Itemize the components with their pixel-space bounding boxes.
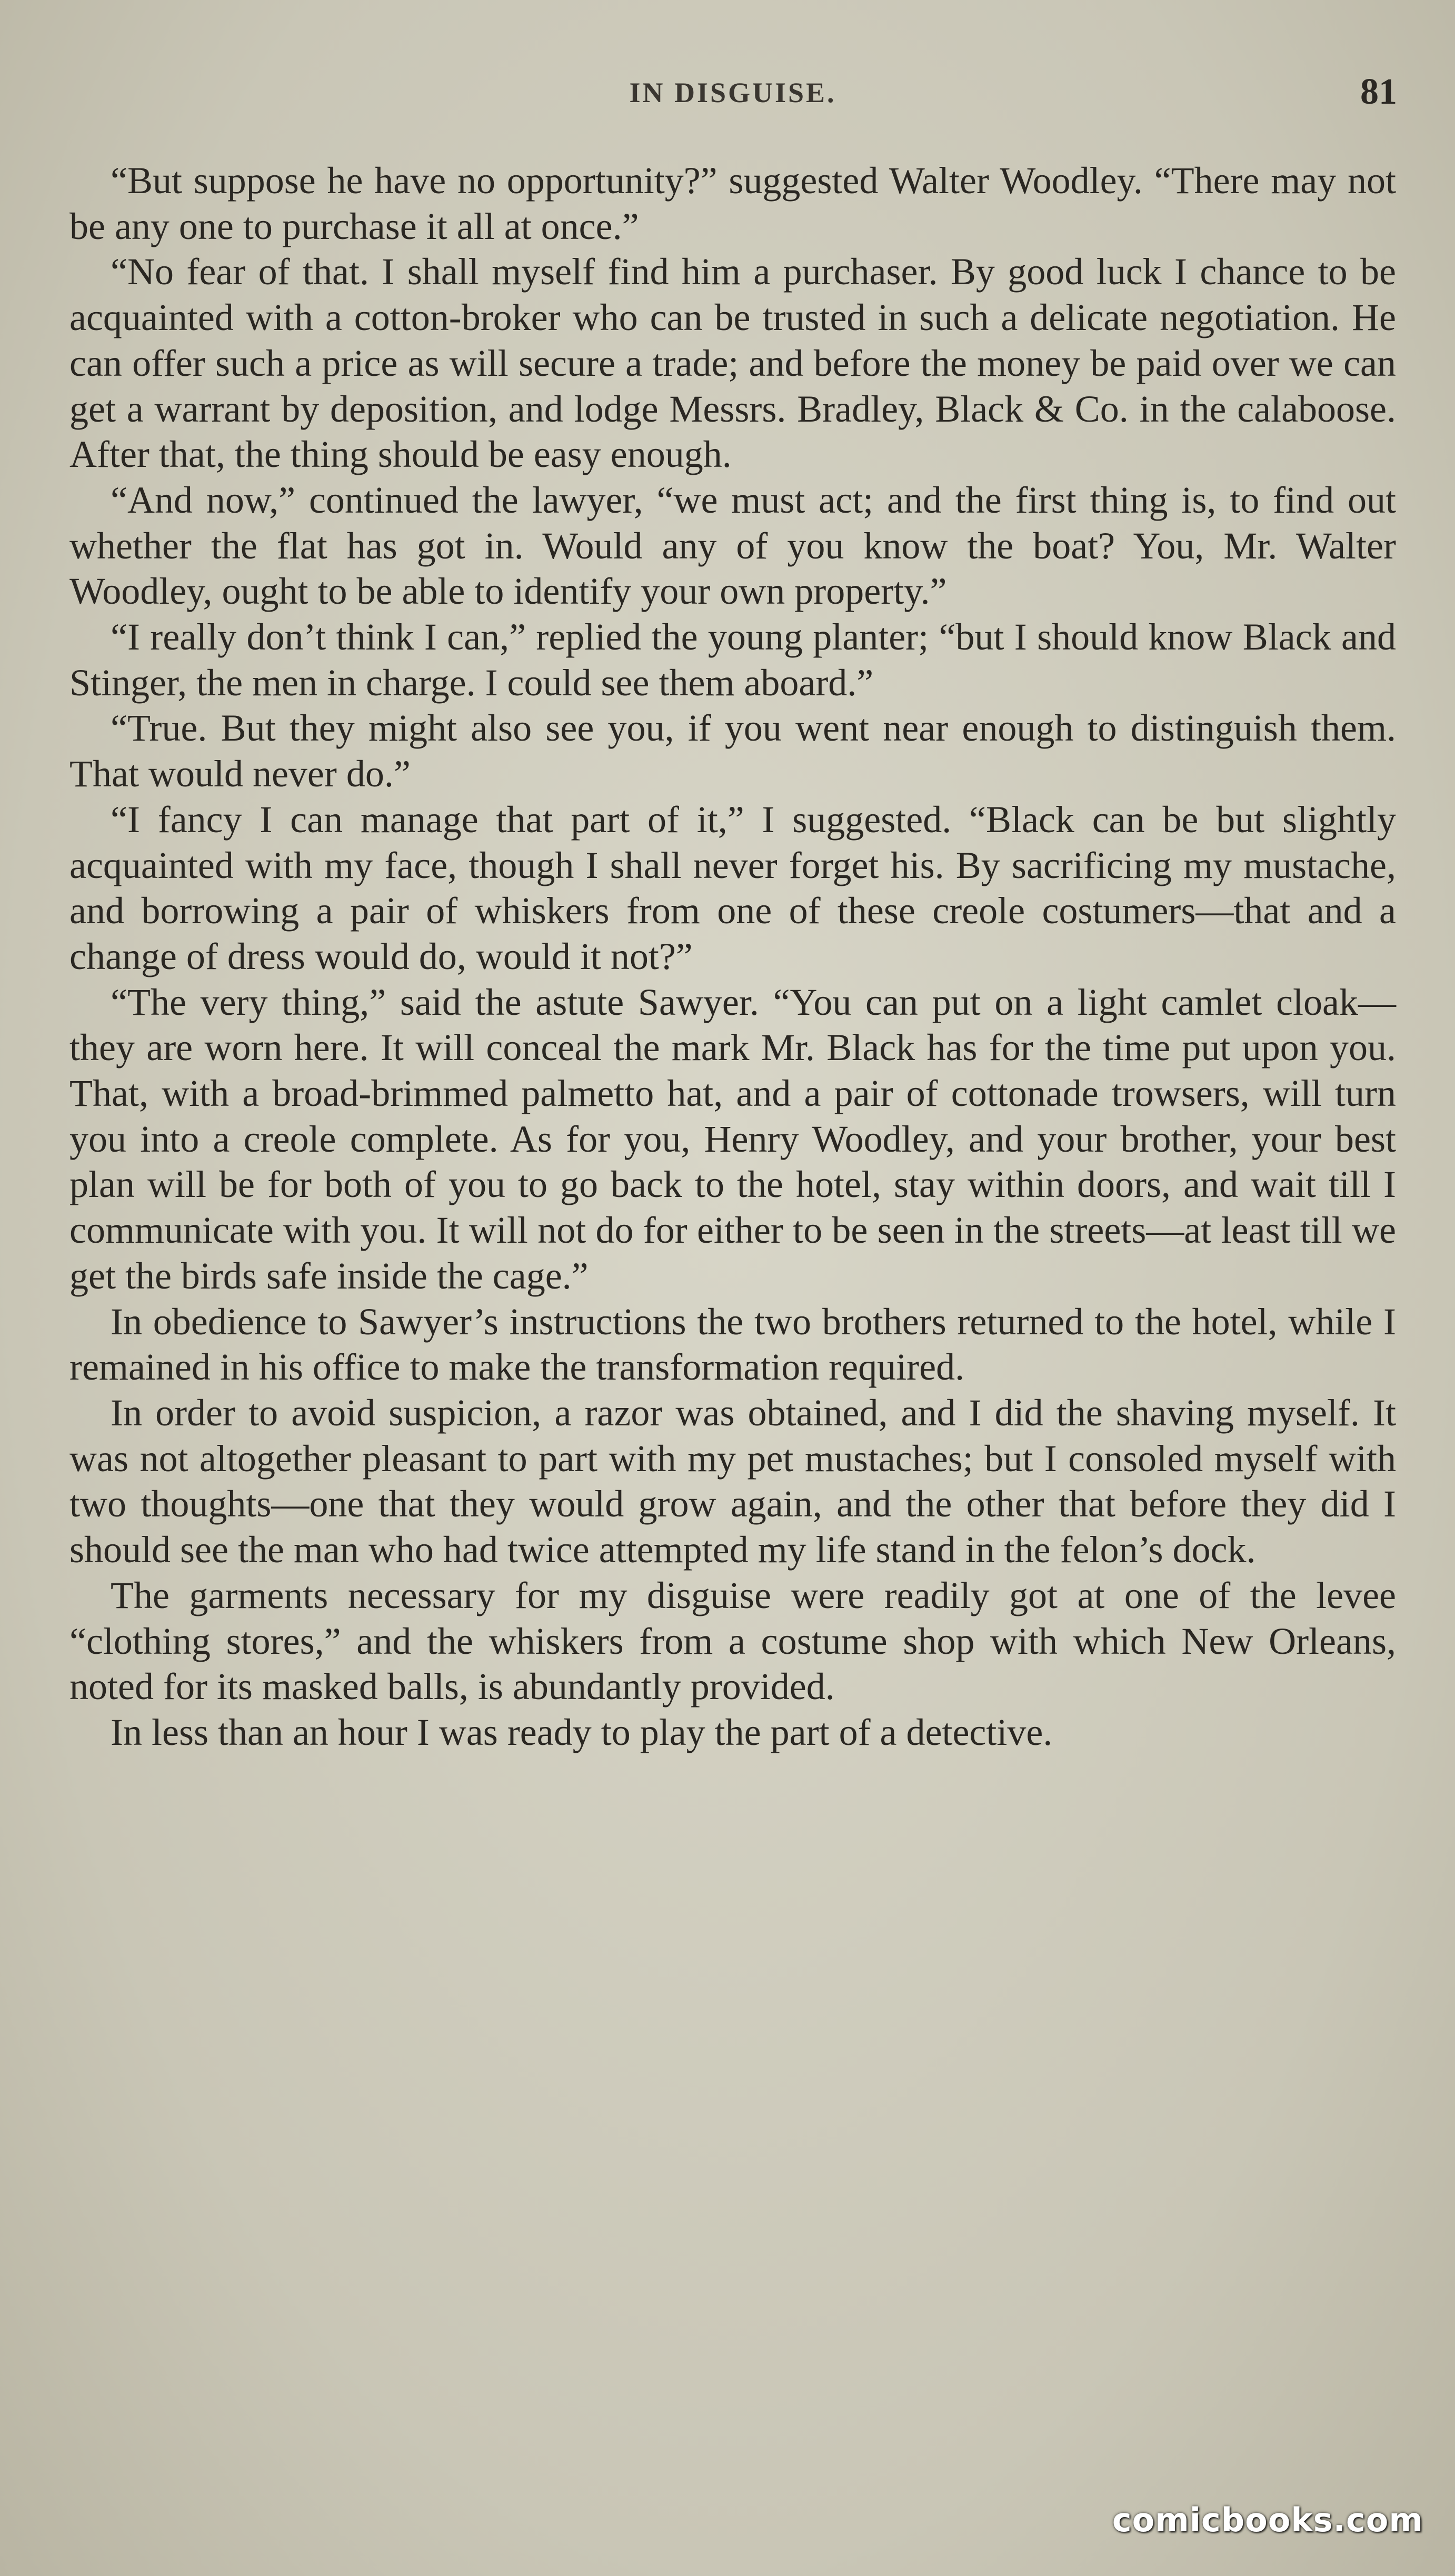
paragraph: In obedience to Sawyer’s instructions the two brothers returned to the hotel, while I remained in his office to make the transformation required. <box>69 1300 1396 1389</box>
page-number: 81 <box>1360 72 1397 112</box>
paragraph: “No fear of that. I shall myself find him a purchaser. By good luck I chance to be acquainted with a cotton-broker who can be trusted in such a delicate negotiation. He can offer such a price as will secure a trade; and before the money be paid over we can get a warrant by deposition, and lodge Messrs. Bradley, Black & Co. in the calaboose. After that, the thing should be easy enough. <box>69 251 1396 476</box>
paragraph: In order to avoid suspicion, a razor was obtained, and I did the shaving myself. It was not altogether pleasant to part with my pet mustaches; but I consoled myself with two thoughts—one that they would grow again, and the other that before they did I should see the man who had twice attempted my life stand in the felon’s dock. <box>69 1391 1396 1571</box>
paragraph: “But suppose he have no opportunity?” suggested Walter Woodley. “There may not be any one to purchase it all at once.” <box>69 159 1396 247</box>
paragraph: “True. But they might also see you, if you went near enough to distinguish them. That would never do.” <box>69 707 1396 795</box>
paragraph: The garments necessary for my disguise were readily got at one of the levee “clothing stores,” and the whiskers from a costume shop with which New Orleans, noted for its masked balls, is abundantly provided. <box>69 1574 1396 1708</box>
running-head: IN DISGUISE. <box>629 77 836 108</box>
paragraph: In less than an hour I was ready to play the part of a detective. <box>111 1711 1053 1753</box>
paragraph: “And now,” continued the lawyer, “we must act; and the first thing is, to find out whether the flat has got in. Would any of you know the boat? You, Mr. Walter Woodley, ought to be able to identify your own property.” <box>69 478 1396 613</box>
paragraph: “The very thing,” said the astute Sawyer. “You can put on a light camlet cloak—they are worn here. It will conceal the mark Mr. Black has for the time put upon you. That, with a broad-brimmed palmetto hat, and a pair of cottonade trowsers, will turn you into a creole complete. As for you, Henry Woodley, and your brother, your best plan will be for both of you to go back to the hotel, stay within doors, and wait till I communicate with you. It will not do for either to be seen in the streets—at least till we get the birds safe inside the cage.” <box>69 981 1396 1297</box>
page-header <box>68 66 1397 124</box>
paragraph: “I fancy I can manage that part of it,” I suggested. “Black can be but slightly acquainted with my face, though I shall never forget his. By sacrificing my mustache, and borrowing a pair of whiskers from one of these creole costumers—that and a change of dress would do, would it not?” <box>69 798 1396 977</box>
paragraph: “I really don’t think I can,” replied the young planter; “but I should know Black and Stinger, the men in charge. I could see them aboard.” <box>69 616 1396 704</box>
body-text <box>69 158 1396 1755</box>
watermark: comicbooks.com <box>1112 2501 1423 2539</box>
